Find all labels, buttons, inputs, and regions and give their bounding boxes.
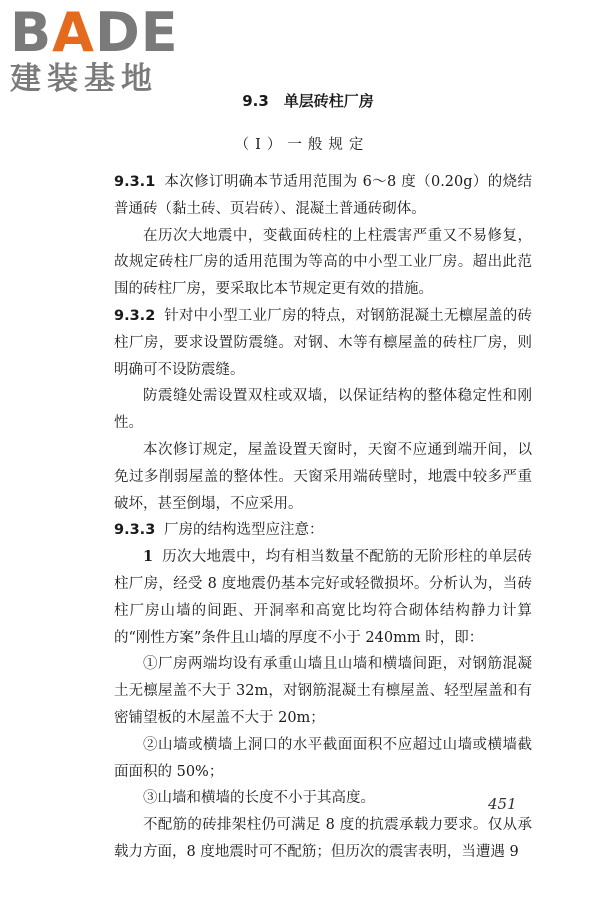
paragraph-text: 本次修订规定，屋盖设置天窗时，天窗不应通到端开间，以免过多削弱屋盖的整体性。天窗采用端砖壁时，地震中较多严重破坏，甚至倒塌，不应采用。 bbox=[114, 441, 532, 512]
paragraph-text: ③山墙和横墙的长度不小于其高度。 bbox=[143, 790, 375, 807]
document-body bbox=[114, 169, 532, 866]
paragraph-text: ①厂房两端均设有承重山墙且山墙和横墙间距，对钢筋混凝土无檩屋盖不大于 32m，对钢筋混凝土有檩屋盖、轻型屋盖和有密铺望板的木屋盖不大于 20m； bbox=[114, 656, 532, 726]
paragraph bbox=[114, 517, 532, 544]
paragraph bbox=[114, 812, 532, 866]
paragraph-text: 不配筋的砖排架柱仍可满足 8 度的抗震承载力要求。仅从承载力方面，8 度地震时可不配筋；但历次的震害表明，当遭遇 9 bbox=[114, 817, 532, 860]
paragraph-text: 在历次大地震中，变截面砖柱的上柱震害严重又不易修复，故规定砖柱厂房的适用范围为等高的中小型工业厂房。超出此范围的砖柱厂房，要采取比本节规定更有效的措施。 bbox=[114, 227, 532, 298]
paragraph bbox=[114, 544, 532, 651]
clause-number: 9.3.3 bbox=[114, 522, 156, 539]
paragraph bbox=[114, 785, 532, 812]
paragraph-text: ②山墙或横墙上洞口的水平截面面积不应超过山墙或横墙截面面积的 50%； bbox=[114, 736, 532, 780]
logo-letters-de: DE bbox=[94, 1, 179, 64]
paragraph bbox=[114, 303, 532, 383]
clause-number: 9.3.1 bbox=[114, 174, 156, 190]
clause-number: 9.3.2 bbox=[114, 307, 156, 324]
paragraph bbox=[114, 383, 532, 437]
section-title: 9.3 单层砖柱厂房 bbox=[242, 92, 374, 110]
paragraph-text: 针对中小型工业厂房的特点，对钢筋混凝土无檩屋盖的砖柱厂房，要求设置防震缝。对钢、木等有檩屋盖的砖柱厂房，则明确可不设防震缝。 bbox=[114, 307, 532, 378]
paragraph-text: 历次大地震中，均有相当数量不配筋的无阶形柱的单层砖柱厂房，经受 8 度地震仍基本完好或轻微损坏。分析认为，当砖柱厂房山墙的间距、开洞率和高宽比均符合砌体结构静力计算的“刚性方案”条件且山墙的厚度不小于 240mm 时，即： bbox=[114, 549, 532, 646]
item-number: 1 bbox=[143, 548, 154, 566]
paragraph-text: 厂房的结构选型应注意： bbox=[163, 522, 324, 539]
logo-letter-b: B bbox=[10, 1, 53, 64]
page-number: 451 bbox=[488, 795, 517, 813]
paragraph bbox=[114, 169, 532, 223]
paragraph-text: 防震缝处需设置双柱或双墙，以保证结构的整体稳定性和刚性。 bbox=[114, 388, 532, 432]
paragraph bbox=[114, 437, 532, 517]
paragraph bbox=[114, 651, 532, 731]
paragraph bbox=[114, 223, 532, 303]
paragraph bbox=[114, 732, 532, 786]
logo-subtitle: 建装基地 bbox=[10, 61, 158, 97]
brand-logo bbox=[10, 1, 179, 97]
subsection-title: （Ⅰ）一般规定 bbox=[234, 137, 370, 153]
logo-letter-a: A bbox=[52, 1, 95, 64]
logo-wordmark bbox=[10, 1, 179, 64]
paragraph-text: 本次修订明确本节适用范围为 6～8 度（0.20g）的烧结普通砖（黏土砖、页岩砖）、混凝土普通砖砌体。 bbox=[114, 174, 532, 217]
